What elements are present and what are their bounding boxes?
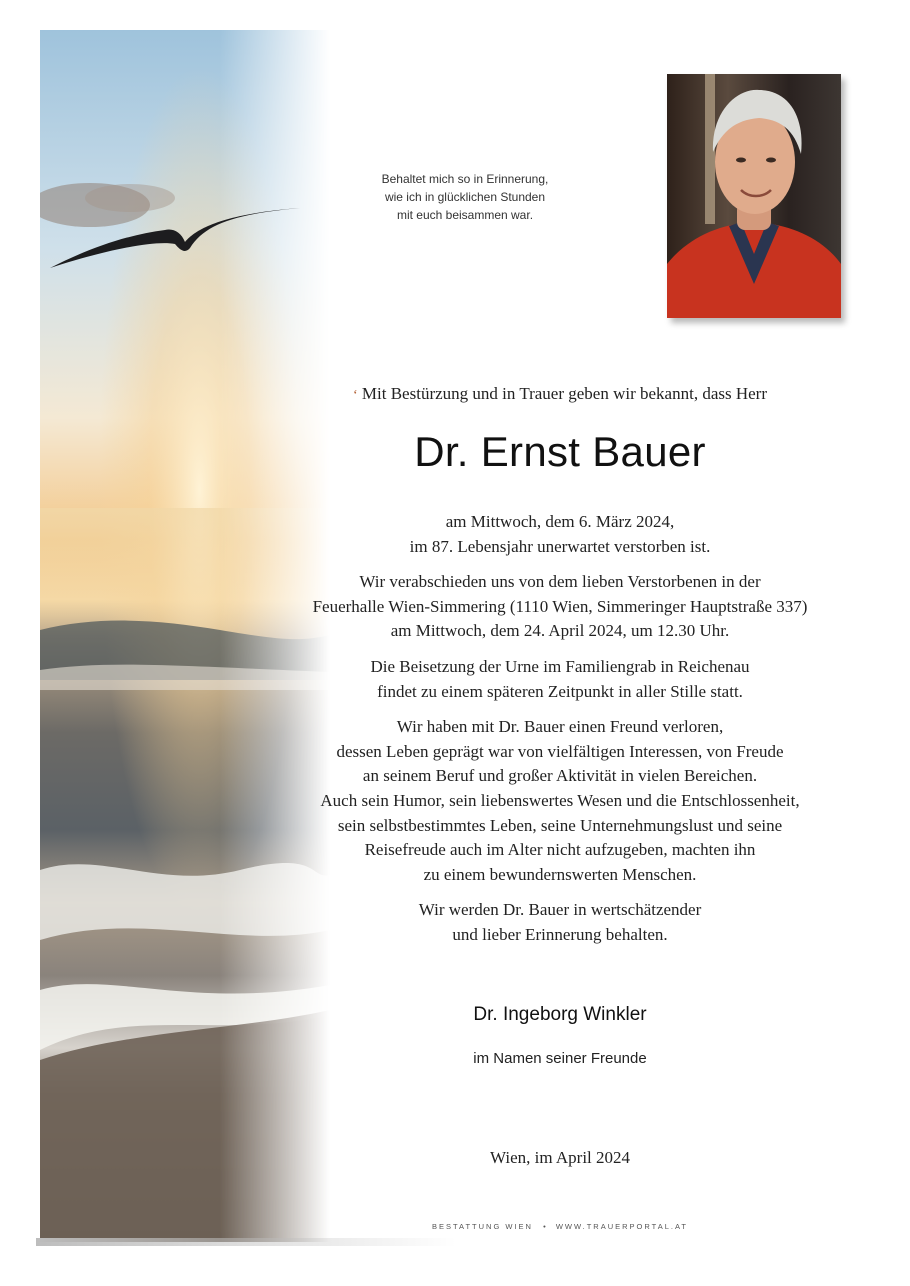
memorial-quote bbox=[360, 170, 570, 224]
closing-paragraph bbox=[260, 898, 860, 947]
quote-line: mit euch beisammen war. bbox=[396, 208, 534, 222]
text-line: Wir haben mit Dr. Bauer einen Freund verloren, bbox=[396, 717, 724, 737]
text-line: am Mittwoch, dem 24. April 2024, um 12.30 Uhr. bbox=[390, 621, 730, 641]
tribute-paragraph bbox=[260, 715, 860, 887]
tick-mark-icon: ʻ bbox=[352, 388, 358, 403]
death-date-paragraph bbox=[260, 510, 860, 559]
text-line: Wir verabschieden uns von dem lieben Verstorbenen in der bbox=[359, 572, 761, 592]
place-date: Wien, im April 2024 bbox=[489, 1148, 631, 1167]
announcement-line: Mit Bestürzung und in Trauer geben wir bekannt, dass Herr bbox=[361, 384, 768, 403]
seagull-icon bbox=[45, 200, 305, 272]
text-line: an seinem Beruf und großer Aktivität in vielen Bereichen. bbox=[362, 766, 758, 786]
funeral-company: BESTATTUNG WIEN bbox=[432, 1222, 533, 1231]
text-line: sein selbstbestimmtes Leben, seine Unternehmungslust und seine bbox=[337, 815, 783, 835]
text-line: dessen Leben geprägt war von vielfältigen Interessen, von Freude bbox=[336, 741, 784, 761]
text-line: Wir werden Dr. Bauer in wertschätzender bbox=[418, 900, 702, 920]
footer-website-link[interactable]: WWW.TRAUERPORTAL.AT bbox=[555, 1222, 688, 1231]
signer-role: im Namen seiner Freunde bbox=[473, 1050, 647, 1067]
footer bbox=[330, 1222, 790, 1231]
quote-line: wie ich in glücklichen Stunden bbox=[384, 190, 546, 204]
text-line: zu einem bewundernswerten Menschen. bbox=[423, 864, 697, 884]
quote-line: Behaltet mich so in Erinnerung, bbox=[381, 172, 549, 186]
image-edge-shadow bbox=[36, 1238, 456, 1246]
text-line: im 87. Lebensjahr unerwartet verstorben ist. bbox=[409, 536, 711, 556]
text-line: Reisefreude auch im Alter nicht aufzugeben, machten ihn bbox=[364, 840, 756, 860]
footer-separator: • bbox=[543, 1222, 546, 1231]
text-line: am Mittwoch, dem 6. März 2024, bbox=[445, 512, 675, 531]
text-line: Auch sein Humor, sein liebenswertes Wesen und die Entschlossenheit, bbox=[320, 790, 800, 810]
farewell-paragraph bbox=[260, 570, 860, 644]
obituary-body bbox=[260, 510, 860, 959]
announcement-text bbox=[320, 384, 800, 404]
burial-paragraph bbox=[260, 655, 860, 704]
text-line: und lieber Erinnerung behalten. bbox=[452, 924, 668, 944]
text-line: Die Beisetzung der Urne im Familiengrab in Reichenau bbox=[370, 656, 750, 676]
text-line: Feuerhalle Wien-Simmering (1110 Wien, Simmeringer Hauptstraße 337) bbox=[312, 596, 808, 616]
portrait-photo bbox=[667, 74, 841, 318]
text-line: findet zu einem späteren Zeitpunkt in aller Stille statt. bbox=[377, 681, 743, 701]
deceased-name: Dr. Ernst Bauer bbox=[414, 428, 706, 475]
signer-name: Dr. Ingeborg Winkler bbox=[473, 1004, 647, 1025]
